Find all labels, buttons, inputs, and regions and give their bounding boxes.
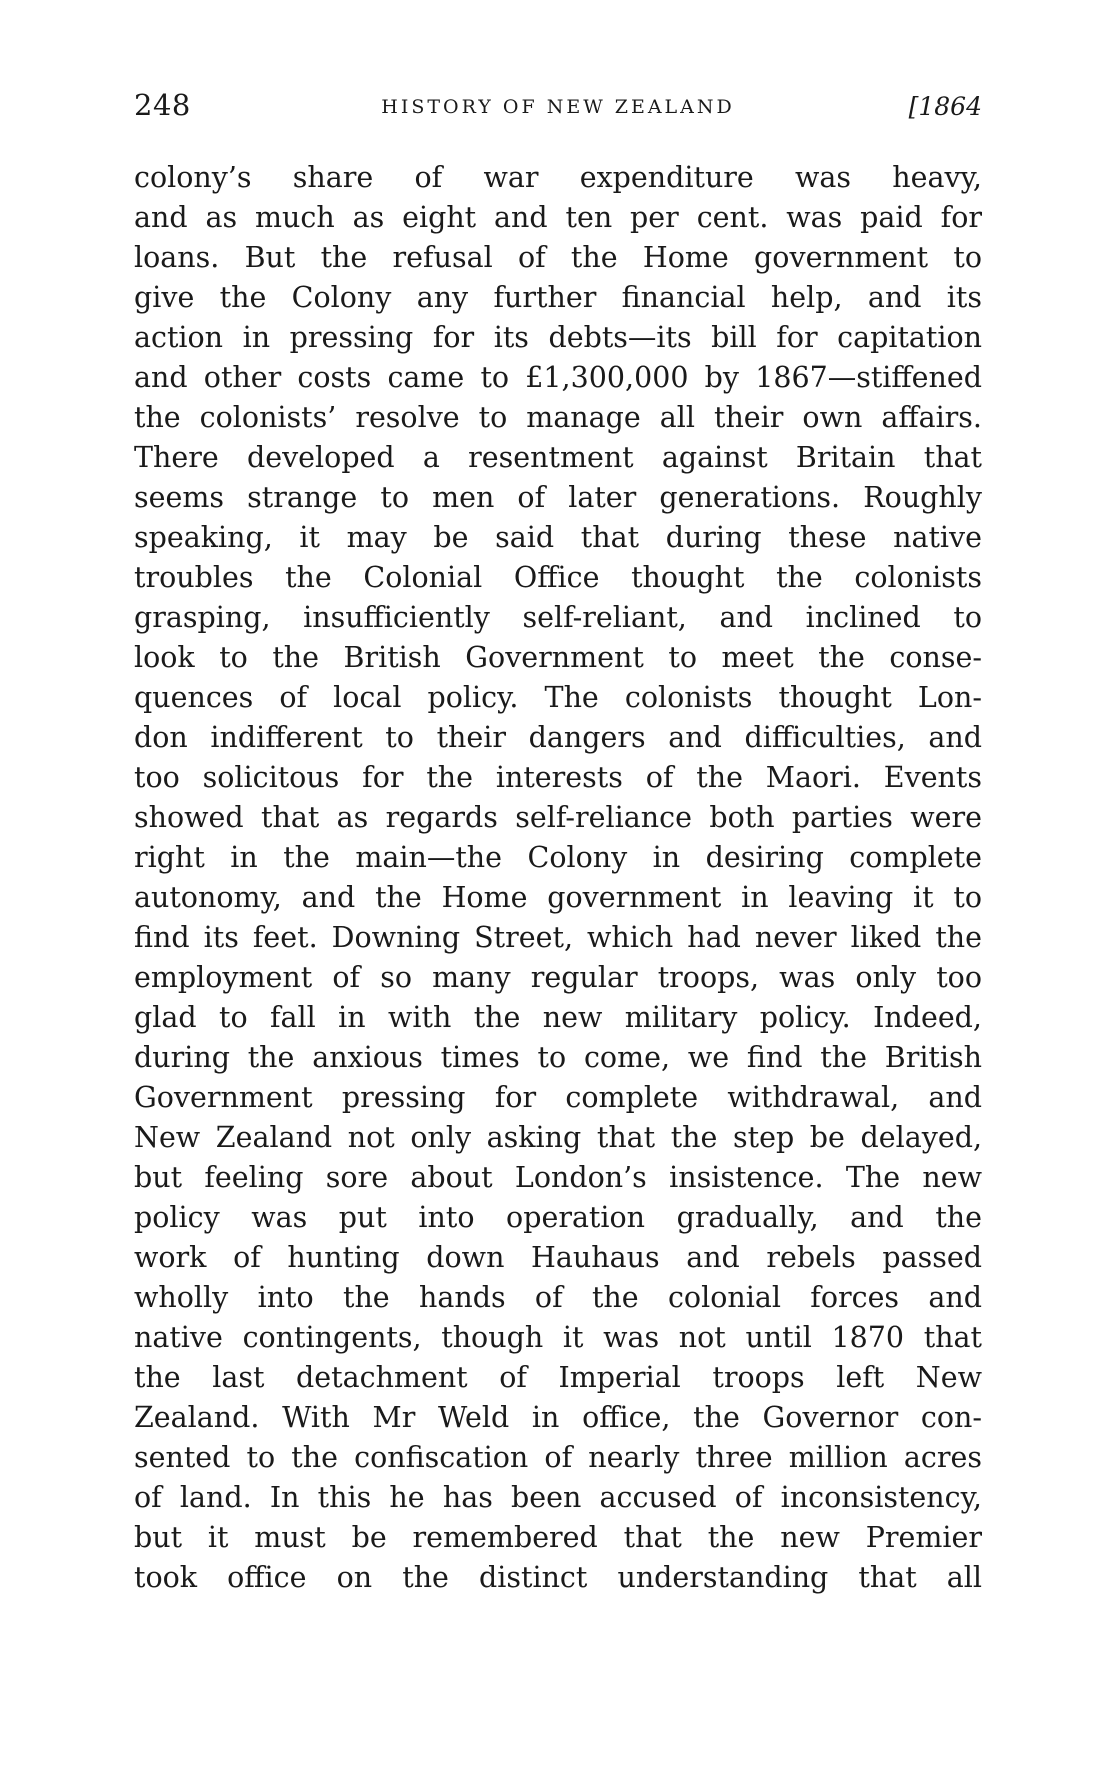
text-line: employment of so many regular troops, was only too xyxy=(134,961,982,994)
text-line: native contingents, though it was not until 1870 that xyxy=(134,1321,982,1354)
text-line: and as much as eight and ten per cent. was paid for xyxy=(134,201,982,234)
text-line: right in the main—the Colony in desiring complete xyxy=(134,841,982,874)
text-line: give the Colony any further financial help, and its xyxy=(134,281,982,314)
text-line: but it must be remembered that the new Premier xyxy=(134,1521,982,1554)
text-line: action in pressing for its debts—its bill for capitation xyxy=(134,321,982,354)
text-line: speaking, it may be said that during these native xyxy=(134,521,982,554)
text-line: during the anxious times to come, we find the British xyxy=(134,1041,982,1074)
text-line: don indifferent to their dangers and difficulties, and xyxy=(134,721,982,754)
text-line: sented to the confiscation of nearly three million acres xyxy=(134,1441,982,1474)
text-line: the last detachment of Imperial troops left New xyxy=(134,1361,982,1394)
text-line: loans. But the refusal of the Home government to xyxy=(134,241,982,274)
text-line: Government pressing for complete withdrawal, and xyxy=(134,1081,982,1114)
text-line: took office on the distinct understanding that all xyxy=(134,1561,982,1594)
text-line: grasping, insufficiently self-reliant, and inclined to xyxy=(134,601,982,634)
text-line: New Zealand not only asking that the step be delayed, xyxy=(134,1121,982,1154)
text-line: find its feet. Downing Street, which had never liked the xyxy=(134,921,982,954)
text-line: the colonists’ resolve to manage all their own affairs. xyxy=(134,401,982,434)
body-text xyxy=(134,158,982,1598)
page-number: 248 xyxy=(134,88,191,122)
page-header xyxy=(134,88,982,128)
text-line: showed that as regards self-reliance both parties were xyxy=(134,801,982,834)
running-title: HISTORY OF NEW ZEALAND xyxy=(381,96,735,118)
text-line: Zealand. With Mr Weld in office, the Governor con- xyxy=(134,1401,982,1434)
text-line: of land. In this he has been accused of inconsistency, xyxy=(134,1481,982,1514)
text-line: autonomy, and the Home government in leaving it to xyxy=(134,881,982,914)
text-line: look to the British Government to meet the conse- xyxy=(134,641,982,674)
text-line: work of hunting down Hauhaus and rebels passed xyxy=(134,1241,982,1274)
text-line: wholly into the hands of the colonial forces and xyxy=(134,1281,982,1314)
text-line: too solicitous for the interests of the Maori. Events xyxy=(134,761,982,794)
text-line: glad to fall in with the new military policy. Indeed, xyxy=(134,1001,982,1034)
text-line: colony’s share of war expenditure was heavy, xyxy=(134,161,982,194)
text-line: troubles the Colonial Office thought the colonists xyxy=(134,561,982,594)
text-line: quences of local policy. The colonists thought Lon- xyxy=(134,681,982,714)
header-year: [1864 xyxy=(908,92,982,121)
text-line: policy was put into operation gradually, and the xyxy=(134,1201,982,1234)
text-line: There developed a resentment against Britain that xyxy=(134,441,982,474)
text-line: and other costs came to £1,300,000 by 1867—stiffened xyxy=(134,361,982,394)
text-line: seems strange to men of later generations. Roughly xyxy=(134,481,982,514)
text-line: but feeling sore about London’s insistence. The new xyxy=(134,1161,982,1194)
